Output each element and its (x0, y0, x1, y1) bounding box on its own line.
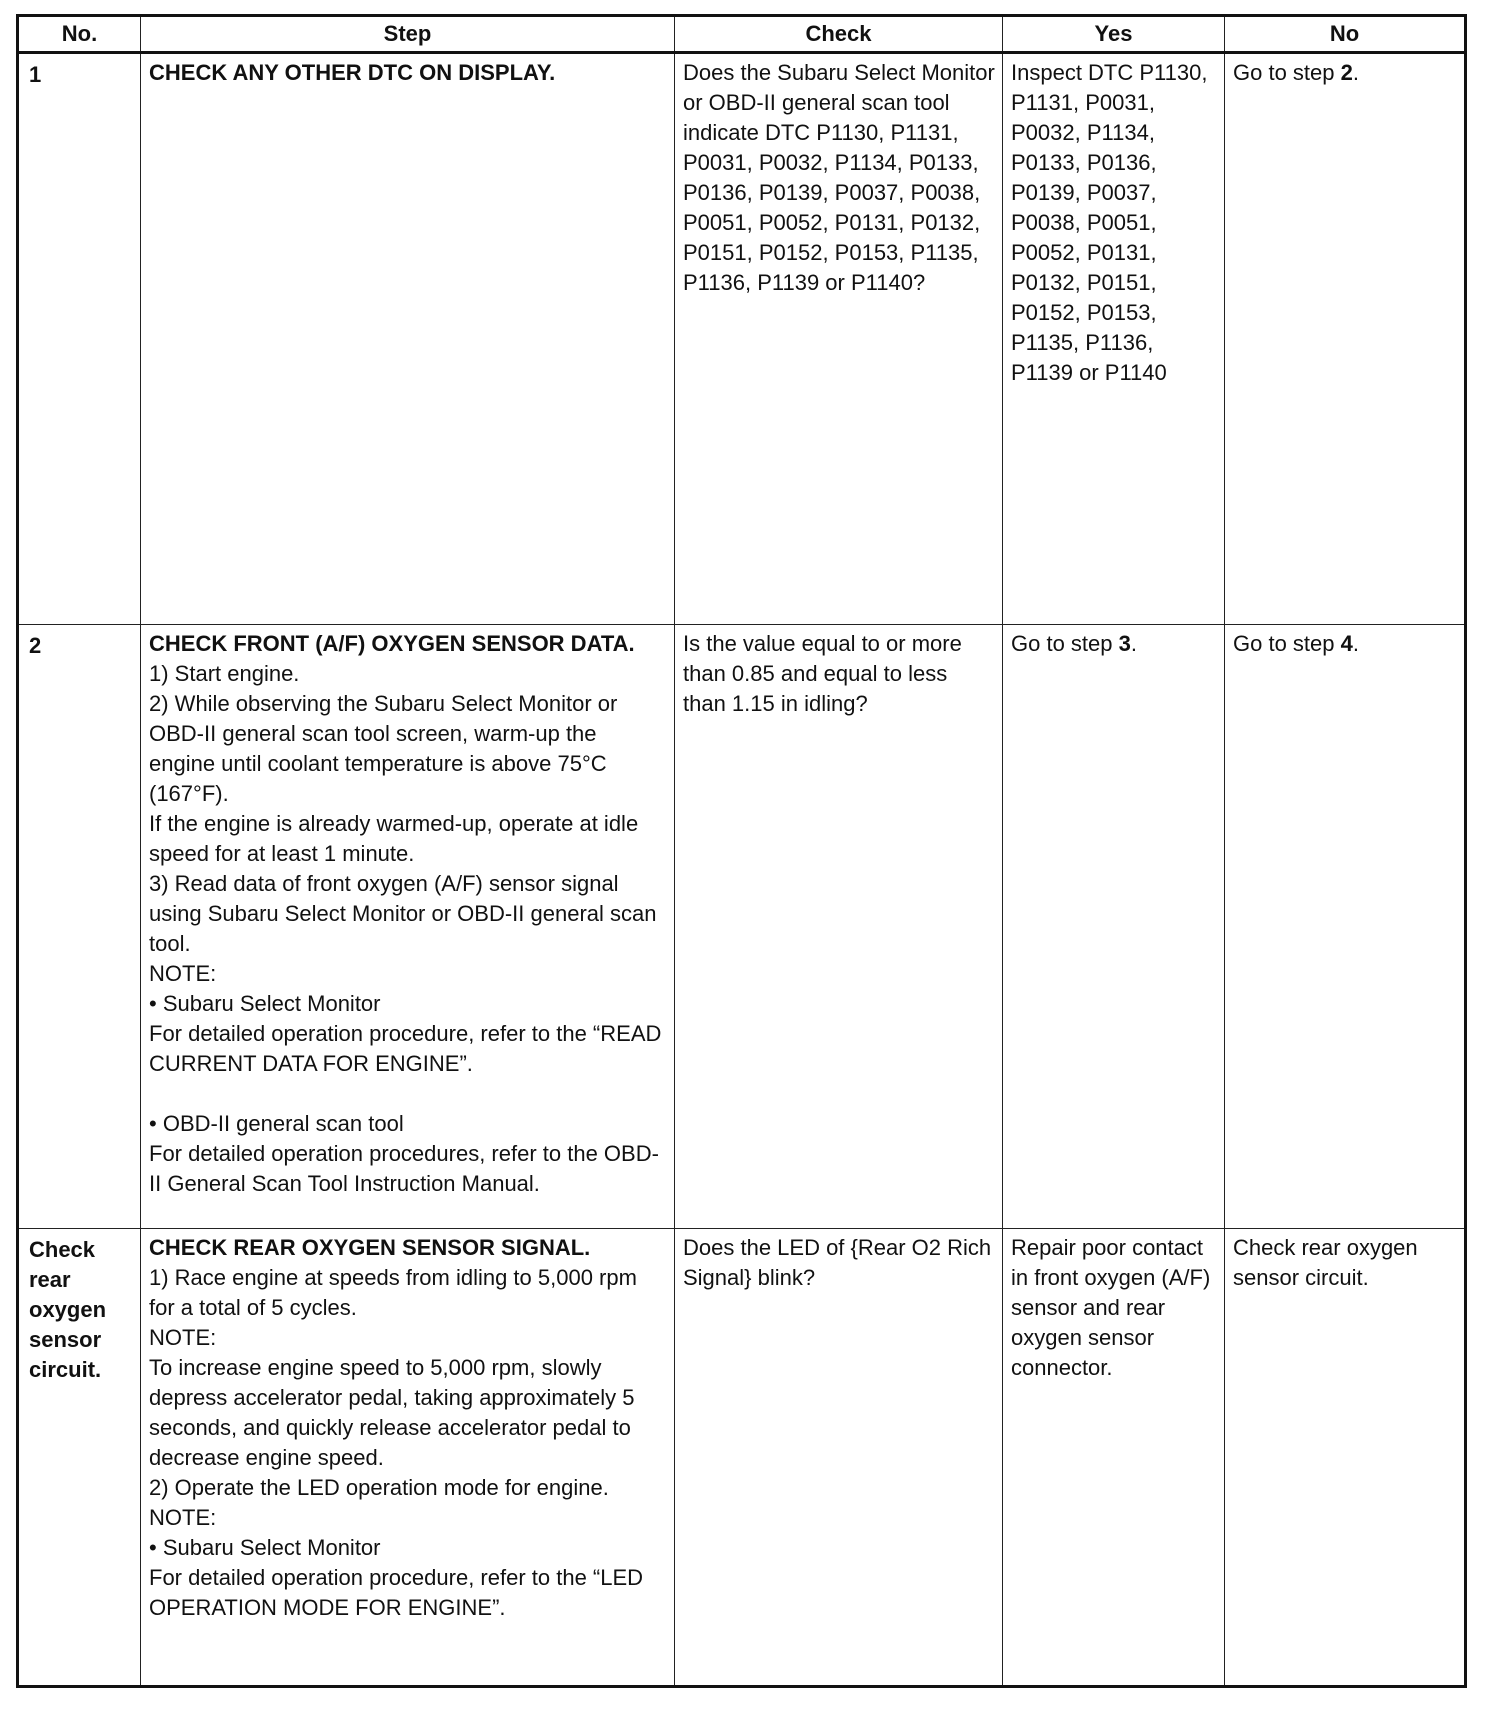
no-suffix: . (1352, 631, 1359, 656)
step-reference: 2 (1340, 60, 1353, 85)
no-text: Check rear oxygen sensor circuit. (1233, 1235, 1418, 1290)
yes-text: Repair poor contact in front oxygen (A/F) sensor and rear oxygen sensor connector. (1011, 1235, 1211, 1380)
check-text: Does the LED of {Rear O2 Rich Signal} blink? (683, 1235, 992, 1290)
bullet-item: • OBD-II general scan tool (149, 1109, 668, 1139)
note-label: NOTE: (149, 961, 217, 986)
step-line: 3) Read data of front oxygen (A/F) sensor signal using Subaru Select Monitor or OBD-II general scan tool. (149, 871, 657, 956)
yes-cell (1003, 1229, 1225, 1687)
table-row (18, 625, 1466, 1229)
diagnostic-procedure-page (16, 14, 1464, 1688)
no-cell (1225, 1229, 1466, 1687)
step-line: To increase engine speed to 5,000 rpm, slowly depress accelerator pedal, taking approximately 5 seconds, and quickly release accelerator pedal to decrease engine speed. (149, 1355, 635, 1470)
step-line: 2) Operate the LED operation mode for engine. (149, 1475, 609, 1500)
header-yes: Yes (1003, 16, 1225, 53)
bullet-item: • Subaru Select Monitor (149, 1533, 668, 1563)
step-cell (141, 53, 675, 625)
header-check: Check (675, 16, 1003, 53)
step-number-cell (18, 53, 141, 625)
yes-text: Inspect DTC P1130, P1131, P0031, P0032, P1134, P0133, P0136, P0139, P0037, P0038, P0051, P0052, P0131, P0132, P0151, P0152, P0153, P1135, P1136, P1139 or P1140 (1011, 60, 1208, 385)
no-text (1225, 54, 1464, 94)
yes-prefix: Go to step (1011, 631, 1119, 656)
step-line: For detailed operation procedures, refer to the OBD-II General Scan Tool Instruction Manual. (149, 1141, 659, 1196)
step-number: Check rear oxygen sensor circuit. (29, 1237, 107, 1382)
bullet-item: • Subaru Select Monitor (149, 989, 668, 1019)
step-line: For detailed operation procedure, refer to the “READ CURRENT DATA FOR ENGINE”. (149, 1021, 662, 1076)
step-line: If the engine is already warmed-up, operate at idle speed for at least 1 minute. (149, 811, 639, 866)
check-cell (675, 625, 1003, 1229)
step-reference: 4 (1340, 631, 1353, 656)
note-label: NOTE: (149, 1505, 217, 1530)
no-suffix: . (1352, 60, 1359, 85)
note-label: NOTE: (149, 1325, 217, 1350)
table-row (18, 1229, 1466, 1687)
step-line: For detailed operation procedure, refer to the “LED OPERATION MODE FOR ENGINE”. (149, 1565, 644, 1620)
step-cell (141, 625, 675, 1229)
header-no: No. (18, 16, 141, 53)
table-header-row (18, 16, 1466, 53)
no-cell (1225, 53, 1466, 625)
header-step: Step (141, 16, 675, 53)
step-number-cell (18, 625, 141, 1229)
step-number: 1 (29, 62, 42, 87)
header-no-result: No (1225, 16, 1466, 53)
step-title: CHECK FRONT (A/F) OXYGEN SENSOR DATA. (149, 631, 635, 656)
no-prefix: Go to step (1233, 60, 1341, 85)
step-number: 2 (29, 633, 42, 658)
step-line: 1) Race engine at speeds from idling to 5,000 rpm for a total of 5 cycles. (149, 1265, 637, 1320)
spacer (149, 1079, 668, 1109)
no-cell (1225, 625, 1466, 1229)
no-text (1225, 625, 1464, 665)
yes-cell (1003, 53, 1225, 625)
check-text: Is the value equal to or more than 0.85 and equal to less than 1.15 in idling? (683, 631, 962, 716)
step-title: CHECK REAR OXYGEN SENSOR SIGNAL. (149, 1235, 591, 1260)
step-title: CHECK ANY OTHER DTC ON DISPLAY. (149, 60, 556, 85)
table-row (18, 53, 1466, 625)
check-cell (675, 1229, 1003, 1687)
step-number-cell (18, 1229, 141, 1687)
step-cell (141, 1229, 675, 1687)
no-prefix: Go to step (1233, 631, 1341, 656)
yes-cell (1003, 625, 1225, 1229)
step-line: 2) While observing the Subaru Select Monitor or OBD-II general scan tool screen, warm-up the engine until coolant temperature is above 75°C (167°F). (149, 691, 618, 806)
yes-text (1003, 625, 1224, 665)
yes-suffix: . (1130, 631, 1137, 656)
diagnostic-table (16, 14, 1467, 1688)
step-line: 1) Start engine. (149, 661, 300, 686)
check-cell (675, 53, 1003, 625)
check-text: Does the Subaru Select Monitor or OBD-II general scan tool indicate DTC P1130, P1131, P0031, P0032, P1134, P0133, P0136, P0139, P0037, P0038, P0051, P0052, P0131, P0132, P0151, P0152, P0153, P1135, P1136, P1139 or P1140? (683, 60, 995, 295)
step-reference: 3 (1118, 631, 1131, 656)
